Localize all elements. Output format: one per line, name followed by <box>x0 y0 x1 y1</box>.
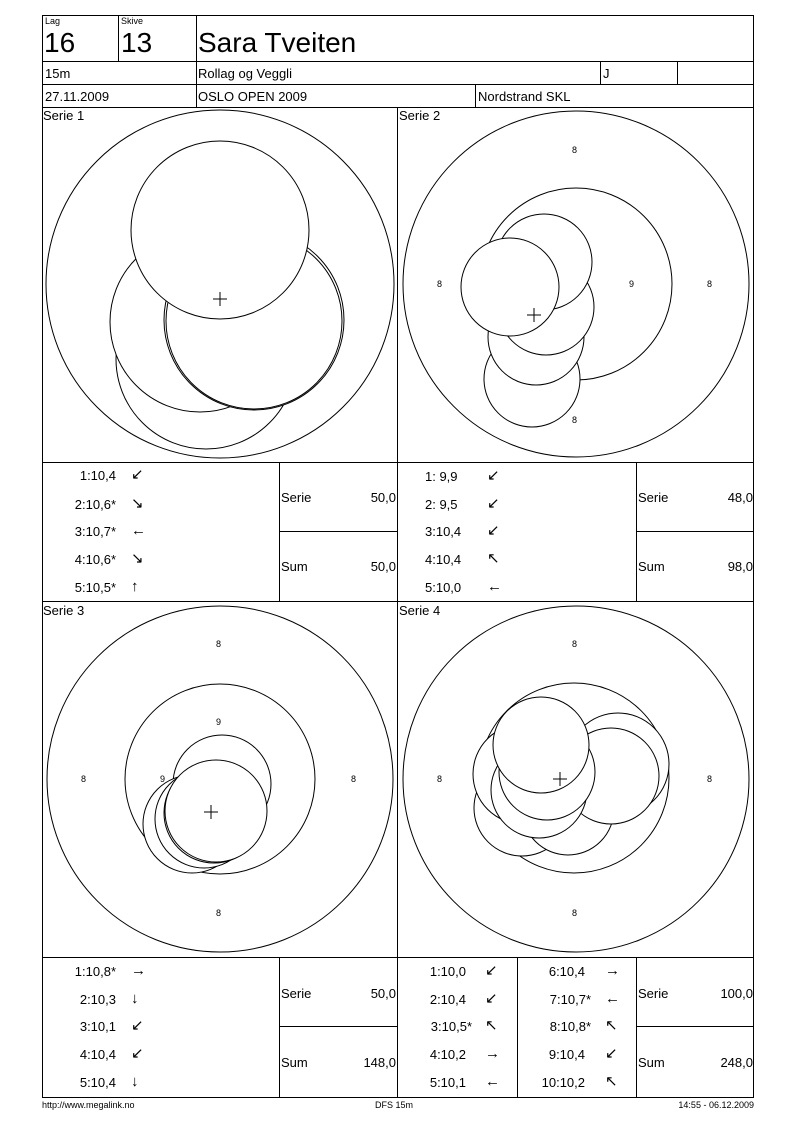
shot-direction-icon: ↙ <box>487 495 500 512</box>
ring-label-9-right: 9 <box>629 279 635 289</box>
lag-label: Lag <box>45 16 61 26</box>
shot-score: 6:10,4 <box>548 964 585 979</box>
shot-score: 2:10,4 <box>429 992 466 1007</box>
ring-label-9-left: 9 <box>160 774 166 784</box>
shot-score: 4:10,2 <box>429 1047 466 1062</box>
shot-score: 5:10,0 <box>425 580 462 595</box>
shot-direction-icon: → <box>605 962 620 979</box>
shot-direction-icon: ↘ <box>131 550 144 567</box>
sum-total: 50,0 <box>370 559 396 574</box>
ring-label-8-top: 8 <box>572 639 578 649</box>
ring-label-8-right: 8 <box>707 279 713 289</box>
shot-score: 3:10,7* <box>74 524 116 539</box>
shot-direction-icon: ← <box>487 578 502 595</box>
serie-label: Serie <box>638 986 669 1001</box>
shot-hole <box>165 760 267 862</box>
shot-score: 4:10,6* <box>74 552 116 567</box>
host-club: Nordstrand SKL <box>478 89 571 104</box>
shot-score: 10:10,2 <box>541 1075 585 1090</box>
shot-score: 1:10,8* <box>74 964 116 979</box>
shot-direction-icon: ↖ <box>605 1073 618 1090</box>
sum-total: 98,0 <box>727 559 753 574</box>
shot-direction-icon: ↖ <box>487 550 500 567</box>
shot-direction-icon: ↓ <box>131 990 139 1007</box>
target-serie-2 <box>398 107 754 462</box>
shot-hole <box>461 238 559 336</box>
shot-direction-icon: ← <box>131 522 146 539</box>
shot-score: 8:10,8* <box>549 1019 591 1034</box>
shot-direction-icon: ↙ <box>131 1017 144 1034</box>
target-serie-4 <box>398 601 754 957</box>
sum-total: 148,0 <box>363 1055 396 1070</box>
class-code: J <box>603 66 610 81</box>
shot-direction-icon: ↙ <box>131 466 144 483</box>
target-serie-3 <box>42 601 398 957</box>
serie-3-title: Serie 3 <box>43 603 85 618</box>
shot-score: 2:10,6* <box>74 497 116 512</box>
sum-label: Sum <box>638 1055 665 1070</box>
shot-score: 4:10,4 <box>79 1047 116 1062</box>
shot-score: 3:10,5* <box>430 1019 472 1034</box>
sum-label: Sum <box>638 559 665 574</box>
shot-direction-icon: ↓ <box>131 1073 139 1090</box>
serie-total: 50,0 <box>370 490 396 505</box>
ring-label-8-bottom: 8 <box>572 415 578 425</box>
serie-total: 50,0 <box>370 986 396 1001</box>
shot-score: 5:10,5* <box>74 580 116 595</box>
ring-label-8-top: 8 <box>572 145 578 155</box>
serie-1-title: Serie 1 <box>43 108 85 123</box>
shot-direction-icon: ↙ <box>487 467 500 484</box>
shot-direction-icon: ← <box>605 990 620 1007</box>
ring-label-8-right: 8 <box>351 774 357 784</box>
shot-direction-icon: ↙ <box>485 990 498 1007</box>
ring-label-8-left: 8 <box>437 774 443 784</box>
ring-label-8-right: 8 <box>707 774 713 784</box>
serie-label: Serie <box>638 490 669 505</box>
ring-label-9-top: 9 <box>216 717 222 727</box>
shot-score: 3:10,1 <box>79 1019 116 1034</box>
sum-label: Sum <box>281 1055 308 1070</box>
serie-label: Serie <box>281 986 312 1001</box>
shot-score: 2: 9,5 <box>425 497 458 512</box>
club-name: Rollag og Veggli <box>198 66 292 81</box>
shot-score: 9:10,4 <box>548 1047 585 1062</box>
shot-score: 1: 9,9 <box>425 469 458 484</box>
serie-total: 48,0 <box>727 490 753 505</box>
shot-direction-icon: ↑ <box>131 578 139 595</box>
event-date: 27.11.2009 <box>45 89 110 104</box>
shot-score: 5:10,1 <box>429 1075 466 1090</box>
footer-url[interactable]: http://www.megalink.no <box>42 1100 135 1110</box>
shot-direction-icon: ← <box>485 1073 500 1090</box>
shot-direction-icon: ↙ <box>605 1045 618 1062</box>
shooter-name: Sara Tveiten <box>198 27 357 58</box>
shot-direction-icon: → <box>485 1045 500 1062</box>
serie-4-title: Serie 4 <box>399 603 441 618</box>
shot-score: 7:10,7* <box>549 992 591 1007</box>
shot-direction-icon: ↖ <box>605 1017 618 1034</box>
ring-label-8-left: 8 <box>81 774 87 784</box>
ring-label-8-left: 8 <box>437 279 443 289</box>
shot-score: 5:10,4 <box>79 1075 116 1090</box>
shot-direction-icon: ↙ <box>485 962 498 979</box>
sum-label: Sum <box>281 559 308 574</box>
target-serie-1 <box>42 107 398 462</box>
skive-number: 13 <box>121 27 153 58</box>
shot-hole <box>493 697 589 793</box>
skive-label: Skive <box>121 16 144 26</box>
lag-number: 16 <box>44 27 76 58</box>
shot-score: 1:10,0 <box>429 964 466 979</box>
shot-direction-icon: ↙ <box>487 522 500 539</box>
footer-timestamp: 14:55 - 06.12.2009 <box>678 1100 754 1110</box>
event-name: OSLO OPEN 2009 <box>198 89 308 104</box>
shot-direction-icon: ↖ <box>485 1017 498 1034</box>
serie-label: Serie <box>281 490 312 505</box>
ring-label-8-bottom: 8 <box>572 908 578 918</box>
ring-label-8-bottom: 8 <box>216 908 222 918</box>
shot-score: 2:10,3 <box>79 992 116 1007</box>
shot-direction-icon: → <box>131 962 146 979</box>
shot-score: 1:10,4 <box>79 468 116 483</box>
shot-score: 4:10,4 <box>425 552 462 567</box>
shot-score: 3:10,4 <box>425 524 462 539</box>
shot-direction-icon: ↙ <box>131 1045 144 1062</box>
serie-total: 100,0 <box>720 986 753 1001</box>
serie-2-title: Serie 2 <box>399 108 441 123</box>
ring-label-8-top: 8 <box>216 639 222 649</box>
distance: 15m <box>45 66 71 81</box>
footer-program: DFS 15m <box>375 1100 414 1110</box>
sum-total: 248,0 <box>720 1055 753 1070</box>
shot-direction-icon: ↘ <box>131 495 144 512</box>
